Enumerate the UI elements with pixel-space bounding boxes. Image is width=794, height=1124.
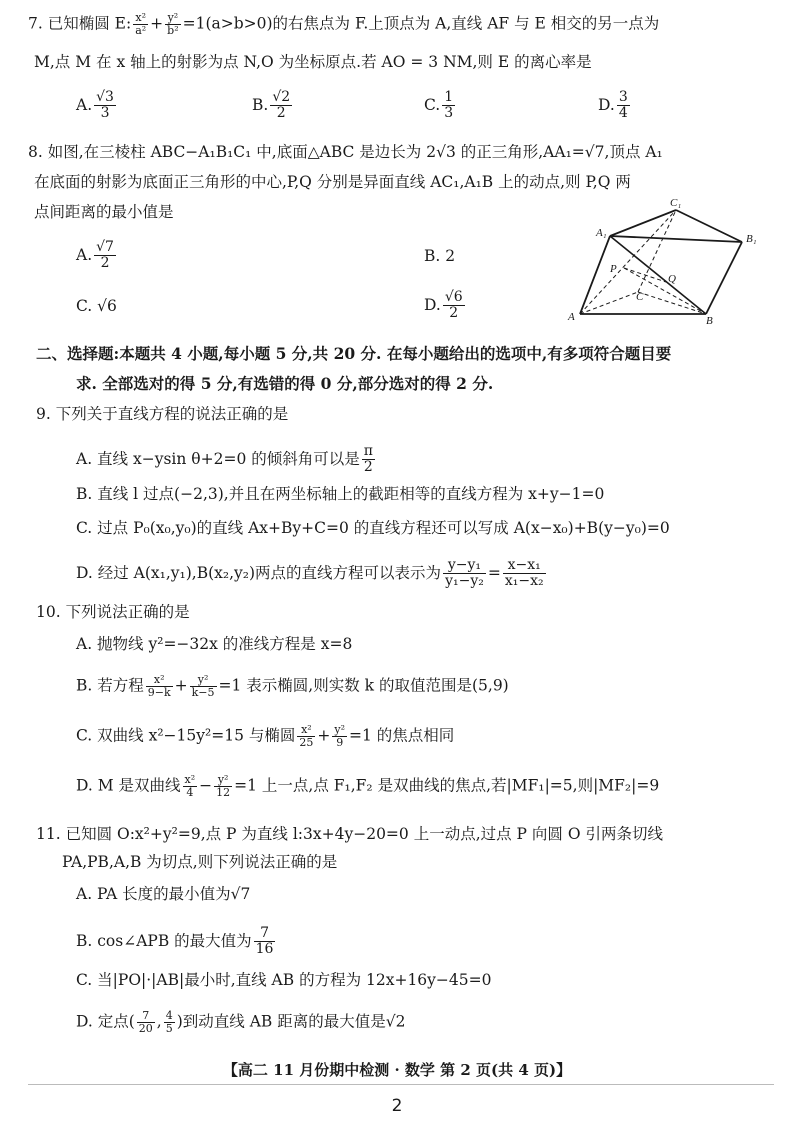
q8-line2: 在底面的射影为底面正三角形的中心,P,Q 分别是异面直线 AC₁,A₁B 上的动点,则 P,Q 两: [34, 173, 631, 191]
q9-option-c: C. 过点 P₀(x₀,y₀)的直线 Ax+By+C=0 的直线方程还可以写成 A(x−x₀)+B(y−y₀)=0: [76, 519, 670, 537]
edge-b1-c1: [676, 210, 742, 242]
q10-option-d: D. M 是双曲线 $\frac{\text{x²}}{4}$ − $\frac{\text{y²}}{12}$ =1 上一点,点 F₁,F₂ 是双曲线的焦点,若|MF₁|=5,则|MF₂|=9: [76, 773, 660, 800]
q9-stem: 9. 下列关于直线方程的说法正确的是: [36, 405, 289, 423]
label-b1: B₁: [746, 233, 757, 245]
section2-line1: 二、选择题:本题共 4 小题,每小题 5 分,共 20 分. 在每小题给出的选项中,有多项符合题目要: [36, 344, 672, 363]
q11-option-a: A. PA 长度的最小值为√7: [76, 885, 251, 903]
label-c: C: [636, 291, 644, 303]
edge-a-c: [580, 292, 638, 314]
q8-line1: 8. 如图,在三棱柱 ABC−A₁B₁C₁ 中,底面△ABC 是边长为 2√3 的正三角形,AA₁=√7,顶点 A₁: [28, 143, 663, 161]
q10-stem: 10. 下列说法正确的是: [36, 603, 190, 621]
line-a-c1: [580, 210, 676, 314]
section2-line2: 求. 全部选对的得 5 分,有选错的得 0 分,部分选对的得 2 分.: [76, 374, 494, 393]
q7-option-c: C. $\frac{1}{3}$: [424, 89, 454, 122]
edge-a1-b1: [610, 236, 742, 242]
q7-option-b: B. $\frac{√2}{2}$: [252, 89, 291, 122]
q10-option-a: A. 抛物线 y²=−32x 的准线方程是 x=8: [76, 635, 353, 653]
q8-line3: 点间距离的最小值是: [34, 203, 174, 221]
ellipse-x-fraction: $\frac{\text{x²}}{\text{a²}}$: [135, 11, 147, 38]
label-b: B: [706, 315, 713, 327]
q7-option-a: A. $\frac{√3}{3}$: [76, 89, 114, 122]
q10-option-c: C. 双曲线 x²−15y²=15 与椭圆 $\frac{\text{x²}}{25}$ + $\frac{\text{y²}}{9}$ =1 的焦点相同: [76, 723, 455, 750]
q11-option-b: B. cos∠APB 的最大值为 $\frac{7}{16}$: [76, 925, 274, 958]
label-a1: A₁: [596, 227, 607, 239]
line-a1-b: [610, 236, 706, 314]
q11-line1: 11. 已知圆 O:x²+y²=9,点 P 为直线 l:3x+4y−20=0 上一动点,过点 P 向圆 O 引两条切线: [36, 825, 663, 843]
q9-option-d: D. 经过 A(x₁,y₁),B(x₂,y₂)两点的直线方程可以表示为 $\frac{\text{y−y₁}}{\text{y₁−y₂}}$ = $\frac{\text{x−x₁}}{\text{x₁−x₂}}$: [76, 557, 544, 590]
q9-option-b: B. 直线 l 过点(−2,3),并且在两坐标轴上的截距相等的直线方程为 x+y−1=0: [76, 485, 605, 503]
q7-line1: 7. 已知椭圆 E: $\frac{\text{x²}}{\text{a²}}$ + $\frac{\text{y²}}{\text{b²}}$ =1(a>b>0)的右焦点为 F.上顶点为 A,直线 AF 与 E 相交的另一点为: [28, 11, 660, 38]
label-p: P: [610, 263, 617, 275]
q7-line2: M,点 M 在 x 轴上的射影为点 N,O 为坐标原点.若 AO = 3 NM,则 E 的离心率是: [34, 53, 592, 71]
q9-option-a: A. 直线 x−ysin θ+2=0 的倾斜角可以是 $\frac{\pi}{2}$: [76, 443, 373, 476]
page-footer: 【高二 11 月份期中检测 · 数学 第 2 页(共 4 页)】: [222, 1061, 572, 1079]
label-q: Q: [668, 273, 676, 285]
q7-option-d: D. $\frac{3}{4}$: [598, 89, 628, 122]
edge-b-c: [638, 292, 706, 314]
q11-line2: PA,PB,A,B 为切点,则下列说法正确的是: [62, 853, 338, 871]
label-a: A: [568, 311, 575, 323]
ellipse-y-fraction: $\frac{\text{y²}}{\text{b²}}$: [167, 11, 179, 38]
page-number: 2: [391, 1096, 403, 1116]
q8-option-d: D. $\frac{√6}{2}$: [424, 289, 463, 322]
prism-figure: [566, 196, 780, 328]
q8-option-a: A. $\frac{√7}{2}$: [76, 239, 114, 272]
edge-b-b1: [706, 242, 742, 314]
edge-a-a1: [580, 236, 610, 314]
q10-option-b: B. 若方程 $\frac{\text{x²}}{9-k}$ + $\frac{\text{y²}}{k-5}$ =1 表示椭圆,则实数 k 的取值范围是(5,9): [76, 673, 509, 700]
q8-option-b: B. 2: [424, 247, 456, 265]
q8-option-c: C. √6: [76, 297, 117, 315]
label-c1: C₁: [670, 197, 682, 209]
q11-option-d: D. 定点( $\frac{7}{20}$ , $\frac{4}{5}$ )到动直线 AB 距离的最大值是√2: [76, 1009, 406, 1036]
q11-option-c: C. 当|PO|·|AB|最小时,直线 AB 的方程为 12x+16y−45=0: [76, 971, 492, 989]
footer-divider: [28, 1084, 774, 1085]
